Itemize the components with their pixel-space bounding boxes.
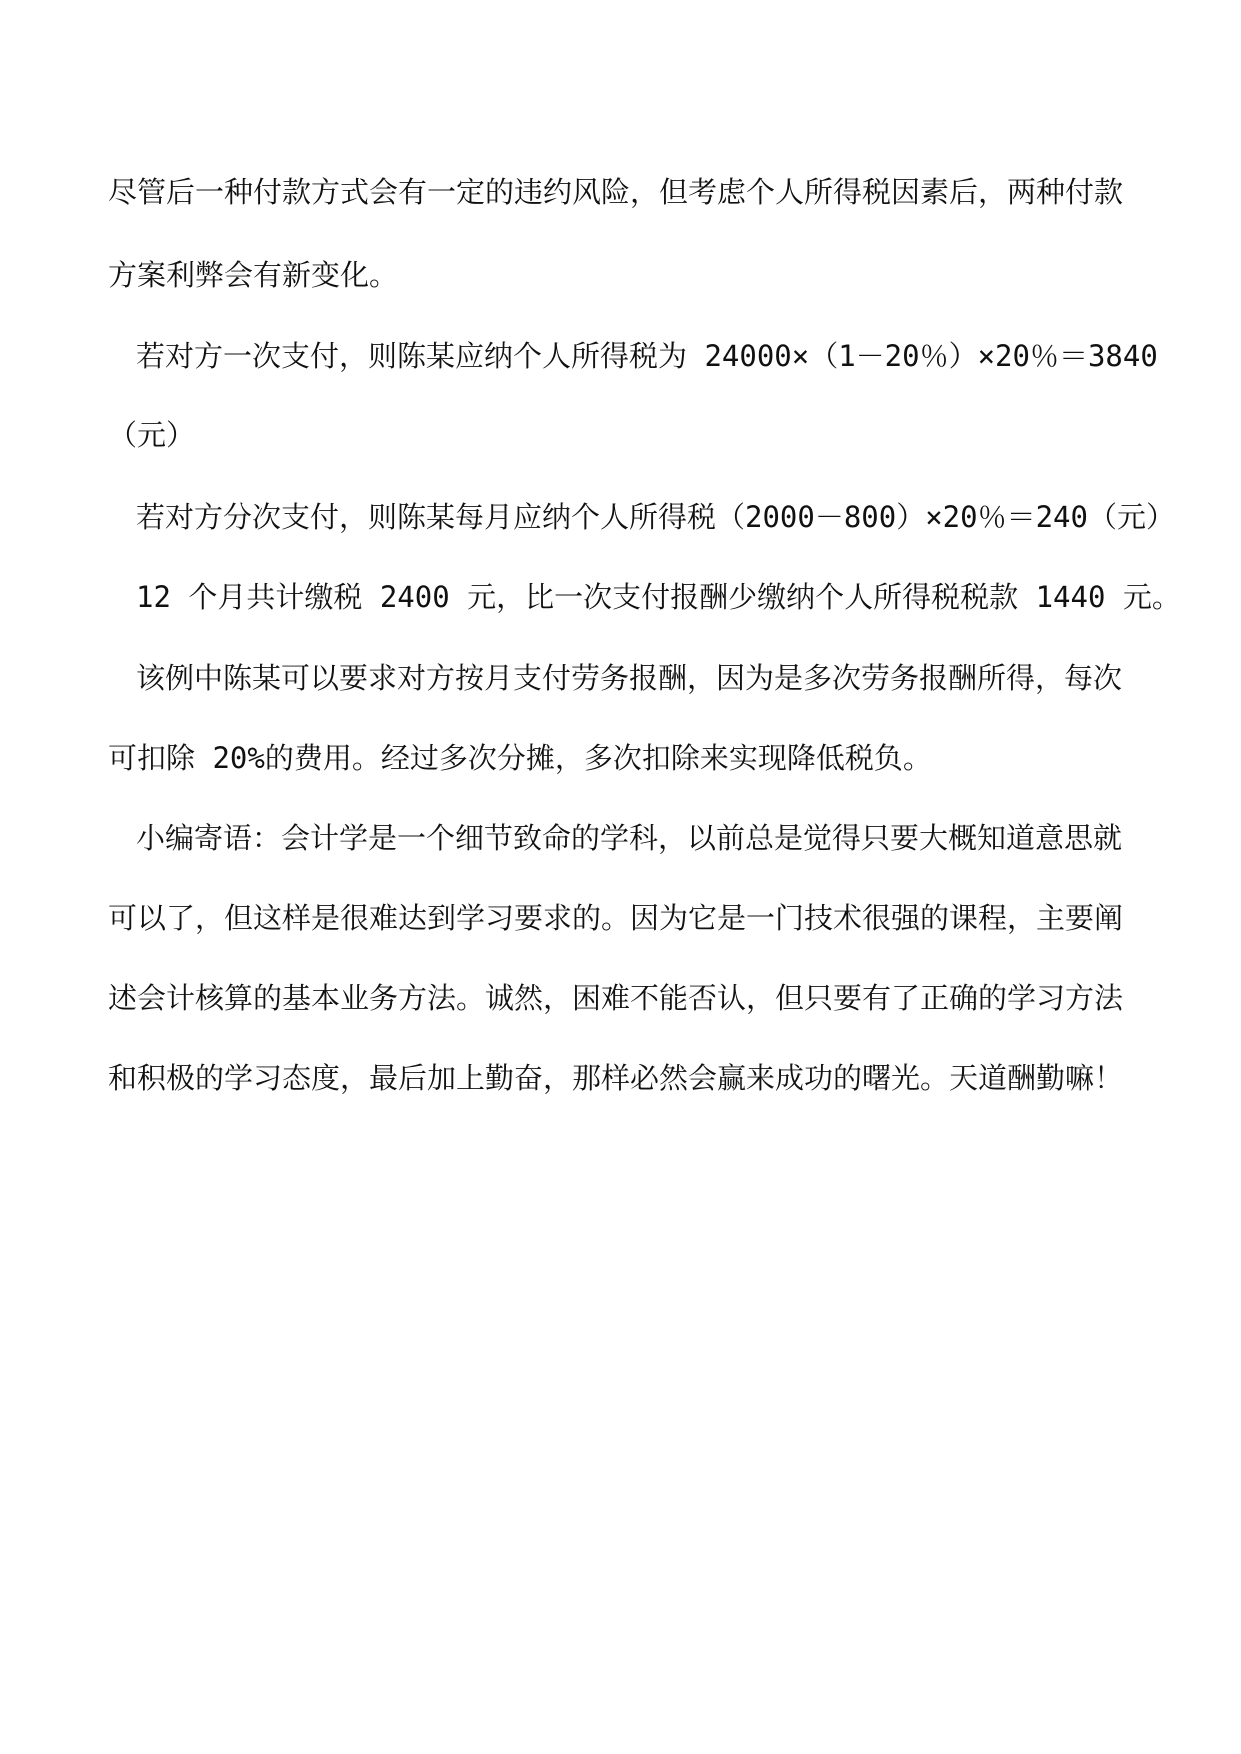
paragraph-line: 若对方分次支付，则陈某每月应纳个人所得税（2000－800）×20％＝240（元）	[136, 500, 1175, 534]
paragraph-line: 可以了，但这样是很难达到学习要求的。因为它是一门技术很强的课程，主要阐	[108, 901, 1124, 935]
paragraph-line: 该例中陈某可以要求对方按月支付劳务报酬，因为是多次劳务报酬所得，每次	[136, 661, 1123, 695]
paragraph-line: 尽管后一种付款方式会有一定的违约风险，但考虑个人所得税因素后，两种付款	[108, 175, 1124, 209]
paragraph-line: （元）	[108, 418, 196, 452]
paragraph-line: 可扣除 20%的费用。经过多次分摊，多次扣除来实现降低税负。	[108, 741, 932, 775]
paragraph-line: 和积极的学习态度，最后加上勤奋，那样必然会赢来成功的曙光。天道酬勤嘛！	[108, 1061, 1124, 1095]
paragraph-line: 若对方一次支付，则陈某应纳个人所得税为 24000×（1－20％）×20％＝3840	[136, 339, 1158, 373]
paragraph-line: 述会计核算的基本业务方法。诚然，困难不能否认，但只要有了正确的学习方法	[108, 981, 1124, 1015]
paragraph-line: 方案利弊会有新变化。	[108, 258, 399, 292]
paragraph-line: 小编寄语：会计学是一个细节致命的学科，以前总是觉得只要大概知道意思就	[136, 821, 1123, 855]
paragraph-line: 12 个月共计缴税 2400 元，比一次支付报酬少缴纳个人所得税税款 1440 元。	[136, 580, 1181, 614]
